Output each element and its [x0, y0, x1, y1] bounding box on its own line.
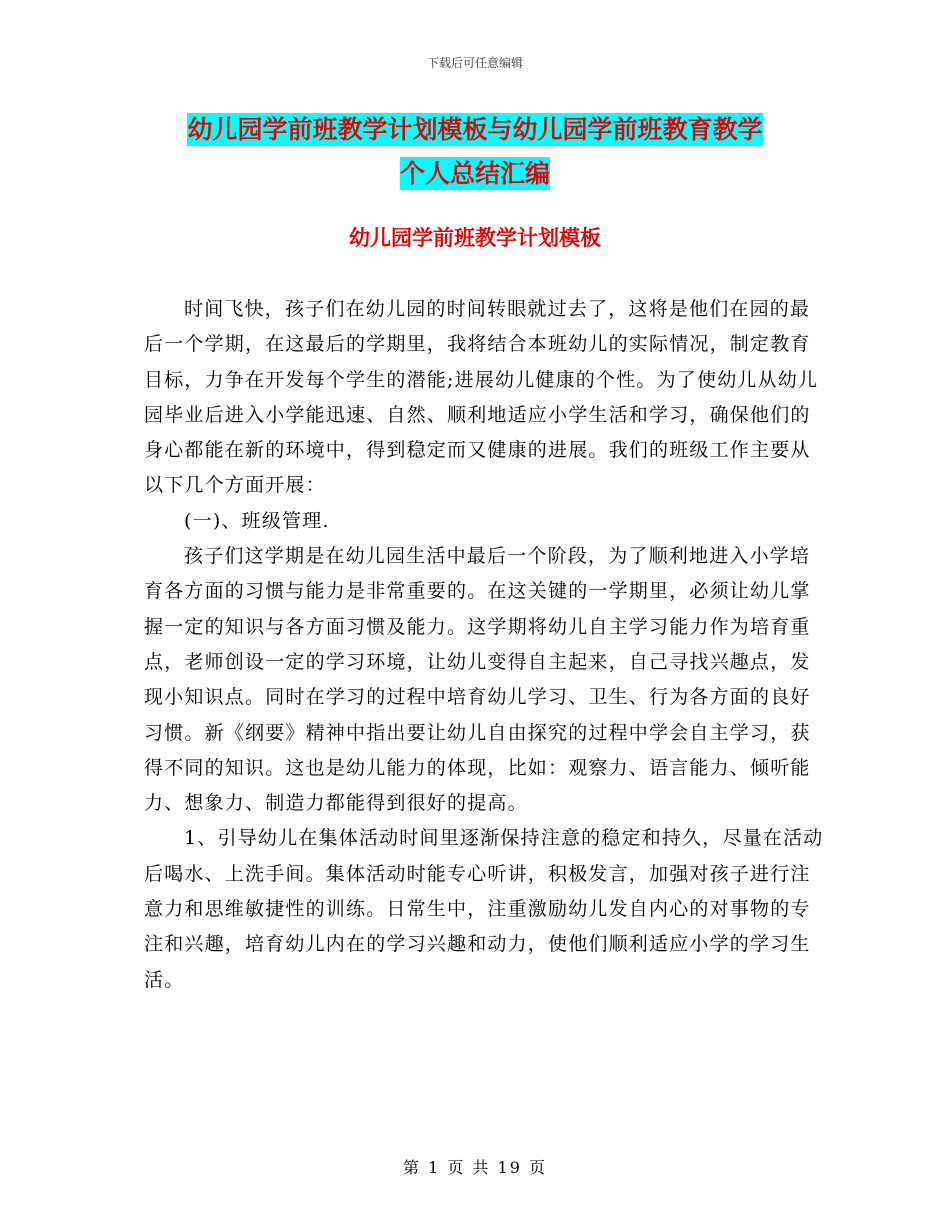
- header-note: 下载后可任意编辑: [426, 56, 523, 70]
- body-content: [144, 292, 824, 998]
- paragraph-heading-class-management: (一)、班级管理.: [184, 509, 330, 532]
- paragraph-intro: 时间飞快，孩子们在幼儿园的时间转眼就过去了，这将是他们在园的最后一个学期，在这最后的学期里，我将结合本班幼儿的实际情况，制定教育目标，力争在开发每个学生的潜能;进展幼儿健康的个性。为了使幼儿从幼儿园毕业后进入小学能迅速、自然、顺利地适应小学生活和学习，确保他们的身心都能在新的环境中，得到稳定而又健康的进展。我们的班级工作主要从以下几个方面开展：: [144, 298, 819, 497]
- document-title: [0, 108, 950, 196]
- title-line-2: 个人总结汇编: [399, 159, 550, 188]
- title-line-1: 幼儿园学前班教学计划模板与幼儿园学前班教育教学: [187, 115, 763, 144]
- paragraph-class-management: 孩子们这学期是在幼儿园生活中最后一个阶段，为了顺利地进入小学培育各方面的习惯与能力是非常重要的。在这关键的一学期里，必须让幼儿掌握一定的知识与各方面习惯及能力。这学期将幼儿自主学习能力作为培育重点，老师创设一定的学习环境，让幼儿变得自主起来，自己寻找兴趣点，发现小知识点。同时在学习的过程中培育幼儿学习、卫生、行为各方面的良好习惯。新《纲要》精神中指出要让幼儿自由探究的过程中学会自主学习，获得不同的知识。这也是幼儿能力的体现，比如：观察力、语言能力、倾听能力、想象力、制造力都能得到很好的提高。: [144, 545, 811, 815]
- page-footer: 第 1 页 共 19 页: [403, 1158, 547, 1177]
- section-title: 幼儿园学前班教学计划模板: [349, 225, 601, 250]
- paragraph-item-1: 1、引导幼儿在集体活动时间里逐渐保持注意的稳定和持久，尽量在活动后喝水、上洗手间。集体活动时能专心听讲，积极发言，加强对孩子进行注意力和思维敏捷性的训练。日常生中，注重激励幼儿发自内心的对事物的专注和兴趣，培育幼儿内在的学习兴趣和动力，使他们顺利适应小学的学习生活。: [144, 827, 824, 991]
